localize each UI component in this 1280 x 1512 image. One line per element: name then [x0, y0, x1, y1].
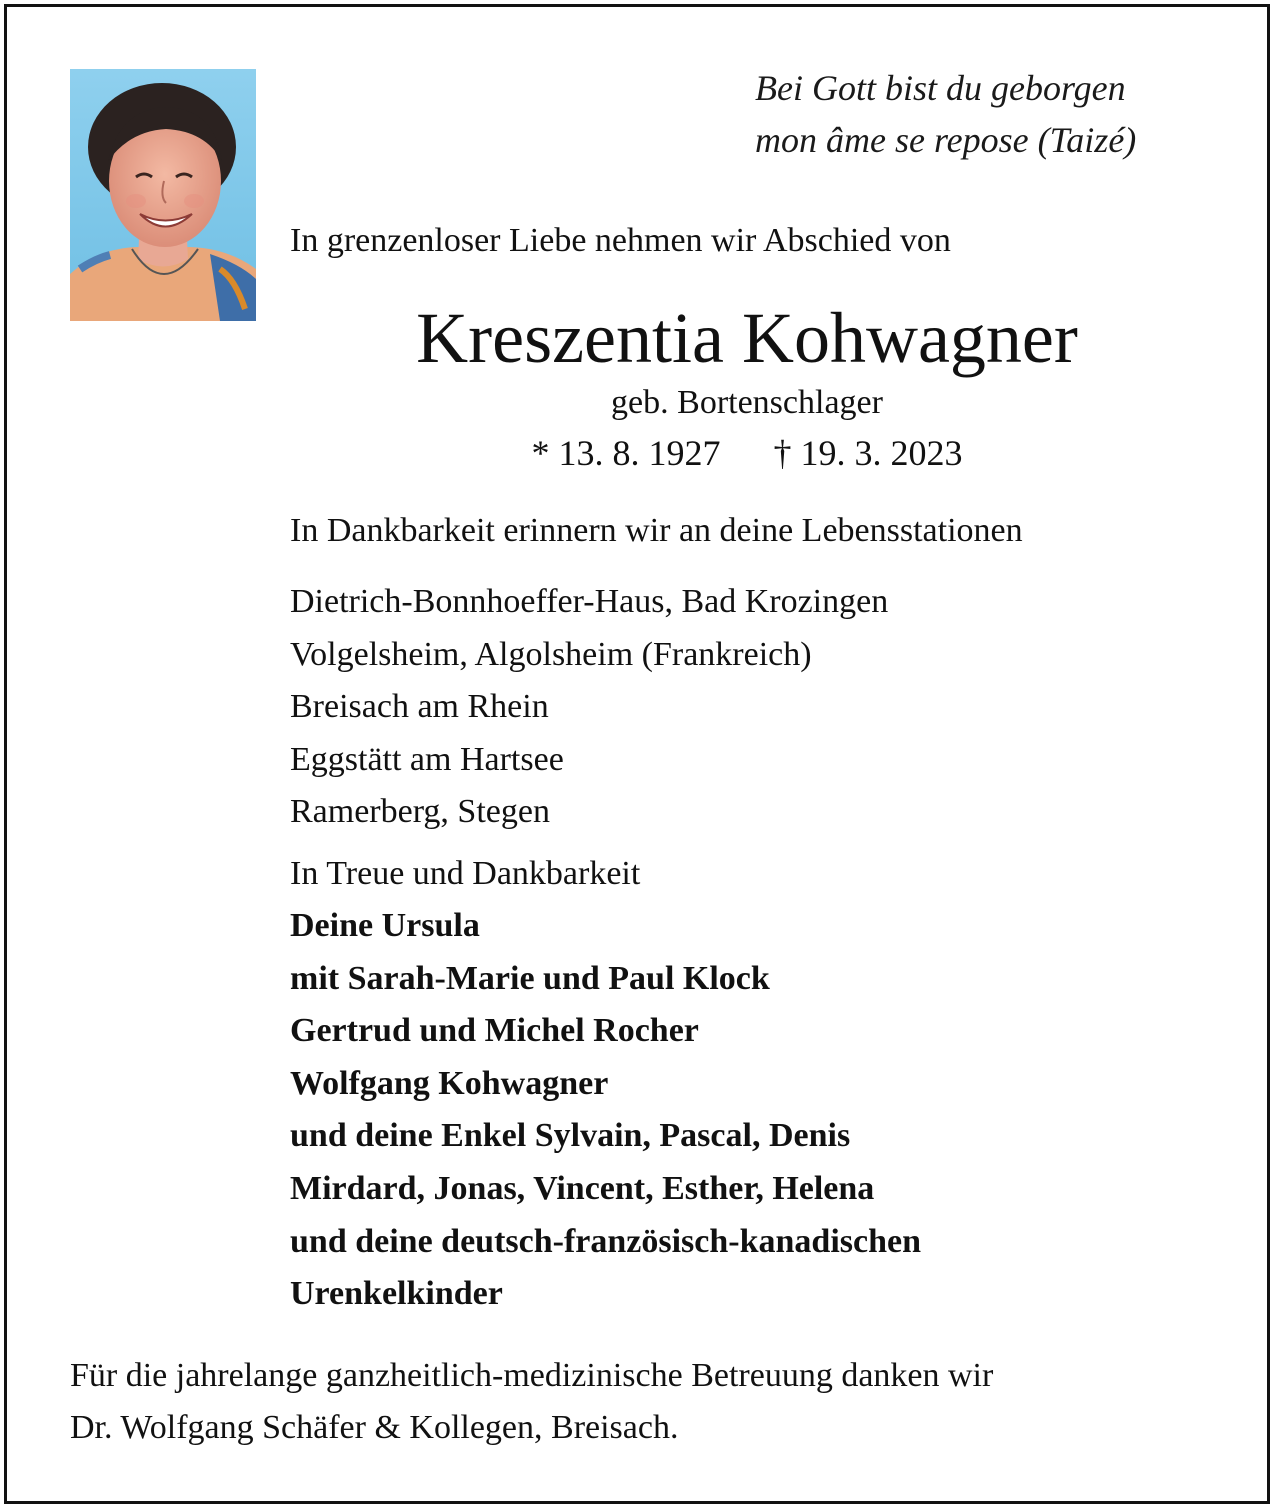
portrait-photo	[70, 69, 256, 321]
motto-line-1: Bei Gott bist du geborgen	[755, 68, 1126, 108]
mourner-line: und deine deutsch-französisch-kanadischen	[290, 1222, 922, 1260]
thanks-footer	[70, 1350, 993, 1454]
farewell-intro: In grenzenloser Liebe nehmen wir Abschied von	[290, 222, 951, 259]
station-item: Eggstätt am Hartsee	[290, 740, 564, 778]
mourner-line: Deine Ursula	[290, 907, 480, 944]
mourners-list	[290, 900, 921, 1321]
birth-date: * 13. 8. 1927	[531, 433, 721, 473]
station-item: Ramerberg, Stegen	[290, 793, 550, 830]
stations-intro: In Dankbarkeit erinnern wir an deine Lebensstationen	[290, 512, 1023, 549]
mourner-line: Urenkelkinder	[290, 1275, 503, 1313]
mourner-line: und deine Enkel Sylvain, Pascal, Denis	[290, 1117, 851, 1155]
mourner-line: Gertrud und Michel Rocher	[290, 1012, 699, 1050]
station-item: Volgelsheim, Algolsheim (Frankreich)	[290, 635, 812, 673]
closing-line: In Treue und Dankbarkeit	[290, 855, 641, 892]
death-date: † 19. 3. 2023	[773, 433, 963, 473]
station-item: Dietrich-Bonnhoeffer-Haus, Bad Krozingen	[290, 583, 889, 620]
footer-line-1: Für die jahrelange ganzheitlich-medizinische Betreuung danken wir	[70, 1357, 994, 1394]
life-dates	[290, 432, 1204, 474]
deceased-name: Kreszentia Kohwagner	[416, 298, 1078, 378]
station-item: Breisach am Rhein	[290, 688, 549, 725]
life-stations-list	[290, 576, 888, 839]
mourner-line: mit Sarah-Marie und Paul Klock	[290, 959, 770, 997]
birth-name: geb. Bortenschlager	[611, 384, 883, 421]
footer-line-2: Dr. Wolfgang Schäfer & Kollegen, Breisach.	[70, 1409, 679, 1446]
mourner-line: Wolfgang Kohwagner	[290, 1064, 609, 1102]
mourner-line: Mirdard, Jonas, Vincent, Esther, Helena	[290, 1169, 875, 1207]
motto-line-2: mon âme se repose (Taizé)	[755, 120, 1137, 160]
motto-quote	[755, 62, 1136, 166]
